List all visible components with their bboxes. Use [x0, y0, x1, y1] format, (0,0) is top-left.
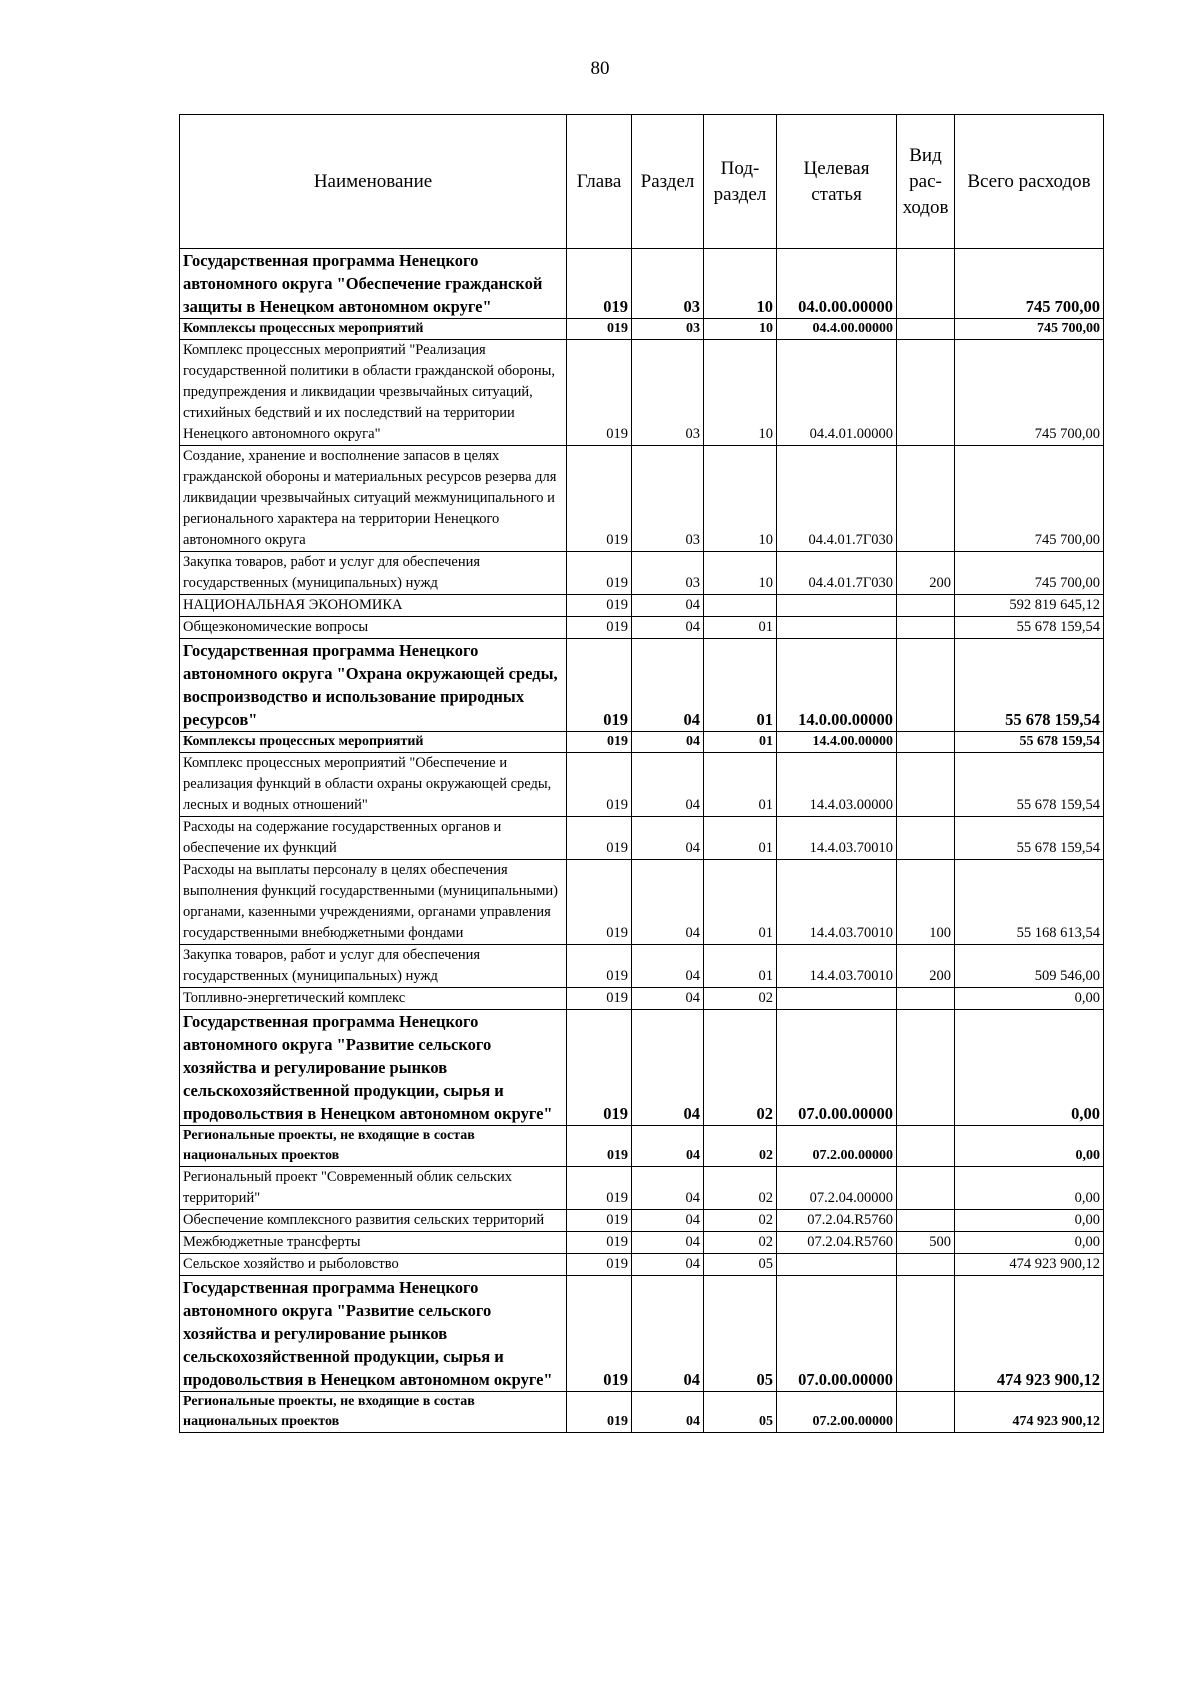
cell-name: Государственная программа Ненецкого автономного округа "Развитие сельского хозяйства и регулирование рынков сельскохозяйственной продукции, сырья и продовольствия в Ненецком автономном округе": [180, 1010, 567, 1126]
cell-podrazdel: 01: [704, 753, 777, 817]
cell-tselevaya: 07.2.04.R5760: [777, 1210, 897, 1232]
cell-tselevaya: 14.4.03.70010: [777, 860, 897, 945]
cell-glava: 019: [567, 1392, 632, 1433]
cell-tselevaya: 04.0.00.00000: [777, 249, 897, 319]
cell-razdel: 04: [632, 1232, 704, 1254]
cell-razdel: 04: [632, 732, 704, 753]
col-header-tselevaya: Целевая статья: [777, 115, 897, 249]
cell-vid: [897, 817, 955, 860]
cell-glava: 019: [567, 1210, 632, 1232]
cell-vid: 200: [897, 945, 955, 988]
page-number: 80: [590, 58, 610, 79]
cell-glava: 019: [567, 988, 632, 1010]
cell-glava: 019: [567, 340, 632, 446]
cell-tselevaya: 14.4.00.00000: [777, 732, 897, 753]
cell-podrazdel: 02: [704, 988, 777, 1010]
cell-vid: [897, 1010, 955, 1126]
table-row: [180, 1010, 1104, 1126]
cell-name: Государственная программа Ненецкого автономного округа "Развитие сельского хозяйства и регулирование рынков сельскохозяйственной продукции, сырья и продовольствия в Ненецком автономном округе": [180, 1276, 567, 1392]
cell-vsego: 474 923 900,12: [955, 1392, 1104, 1433]
cell-vsego: 474 923 900,12: [955, 1276, 1104, 1392]
cell-tselevaya: [777, 595, 897, 617]
cell-tselevaya: 07.2.00.00000: [777, 1126, 897, 1167]
cell-vid: [897, 753, 955, 817]
cell-vsego: 0,00: [955, 1210, 1104, 1232]
cell-name: Расходы на содержание государственных органов и обеспечение их функций: [180, 817, 567, 860]
budget-table: [179, 114, 1104, 1433]
table-row: [180, 319, 1104, 340]
cell-vsego: 592 819 645,12: [955, 595, 1104, 617]
cell-glava: 019: [567, 817, 632, 860]
cell-glava: 019: [567, 860, 632, 945]
table-row: [180, 860, 1104, 945]
cell-vid: 500: [897, 1232, 955, 1254]
cell-tselevaya: 14.4.03.00000: [777, 753, 897, 817]
cell-name: Комплексы процессных мероприятий: [180, 319, 567, 340]
cell-razdel: 03: [632, 340, 704, 446]
table-row: [180, 817, 1104, 860]
cell-name: Комплексы процессных мероприятий: [180, 732, 567, 753]
table-row: [180, 639, 1104, 732]
cell-name: Комплекс процессных мероприятий "Реализация государственной политики в области гражданской обороны, предупреждения и ликвидации чрезвычайных ситуаций, стихийных бедствий и их последствий на территории Ненецкого автономного округа": [180, 340, 567, 446]
cell-vsego: 55 678 159,54: [955, 617, 1104, 639]
cell-vid: [897, 1167, 955, 1210]
table-row: [180, 732, 1104, 753]
cell-tselevaya: 07.0.00.00000: [777, 1276, 897, 1392]
cell-podrazdel: 02: [704, 1167, 777, 1210]
cell-razdel: 03: [632, 249, 704, 319]
cell-razdel: 04: [632, 988, 704, 1010]
cell-vsego: 55 678 159,54: [955, 639, 1104, 732]
cell-vsego: 745 700,00: [955, 319, 1104, 340]
cell-name: Обеспечение комплексного развития сельских территорий: [180, 1210, 567, 1232]
cell-vid: [897, 446, 955, 552]
cell-name: Комплекс процессных мероприятий "Обеспечение и реализация функций в области охраны окружающей среды, лесных и водных отношений": [180, 753, 567, 817]
cell-vsego: 0,00: [955, 1167, 1104, 1210]
cell-razdel: 04: [632, 1126, 704, 1167]
cell-vid: [897, 340, 955, 446]
cell-podrazdel: 10: [704, 340, 777, 446]
cell-tselevaya: 07.2.04.R5760: [777, 1232, 897, 1254]
cell-vsego: 55 678 159,54: [955, 817, 1104, 860]
cell-razdel: 03: [632, 319, 704, 340]
cell-razdel: 04: [632, 860, 704, 945]
cell-vid: [897, 1392, 955, 1433]
cell-vid: [897, 1276, 955, 1392]
cell-podrazdel: 02: [704, 1232, 777, 1254]
cell-podrazdel: 10: [704, 249, 777, 319]
cell-name: НАЦИОНАЛЬНАЯ ЭКОНОМИКА: [180, 595, 567, 617]
cell-razdel: 04: [632, 1010, 704, 1126]
cell-razdel: 04: [632, 1167, 704, 1210]
table-row: [180, 1254, 1104, 1276]
cell-vsego: 474 923 900,12: [955, 1254, 1104, 1276]
table-row: [180, 988, 1104, 1010]
cell-vsego: 745 700,00: [955, 552, 1104, 595]
cell-podrazdel: 10: [704, 319, 777, 340]
col-header-glava: Глава: [567, 115, 632, 249]
cell-vsego: 0,00: [955, 1010, 1104, 1126]
cell-podrazdel: 05: [704, 1254, 777, 1276]
cell-name: Государственная программа Ненецкого автономного округа "Охрана окружающей среды, воспроизводство и использование природных ресурсов": [180, 639, 567, 732]
cell-podrazdel: 10: [704, 552, 777, 595]
cell-vsego: 745 700,00: [955, 340, 1104, 446]
cell-vsego: 0,00: [955, 1126, 1104, 1167]
cell-vid: [897, 319, 955, 340]
table-row: [180, 595, 1104, 617]
table-row: [180, 249, 1104, 319]
cell-vsego: 745 700,00: [955, 446, 1104, 552]
cell-podrazdel: 01: [704, 732, 777, 753]
table-row: [180, 552, 1104, 595]
cell-glava: 019: [567, 945, 632, 988]
cell-tselevaya: 07.2.00.00000: [777, 1392, 897, 1433]
cell-vsego: 55 168 613,54: [955, 860, 1104, 945]
cell-podrazdel: 01: [704, 860, 777, 945]
table-row: [180, 753, 1104, 817]
cell-razdel: 04: [632, 595, 704, 617]
table-row: [180, 446, 1104, 552]
cell-name: Закупка товаров, работ и услуг для обеспечения государственных (муниципальных) нужд: [180, 552, 567, 595]
cell-tselevaya: [777, 617, 897, 639]
cell-vid: [897, 1126, 955, 1167]
cell-razdel: 04: [632, 1392, 704, 1433]
table-row: [180, 1126, 1104, 1167]
cell-podrazdel: 01: [704, 945, 777, 988]
cell-name: Региональные проекты, не входящие в состав национальных проектов: [180, 1392, 567, 1433]
col-header-vid: Вид рас- ходов: [897, 115, 955, 249]
cell-podrazdel: 05: [704, 1392, 777, 1433]
table-row: [180, 617, 1104, 639]
cell-glava: 019: [567, 595, 632, 617]
cell-vid: [897, 1210, 955, 1232]
cell-podrazdel: 10: [704, 446, 777, 552]
cell-glava: 019: [567, 732, 632, 753]
cell-vid: [897, 988, 955, 1010]
col-header-razdel: Раздел: [632, 115, 704, 249]
header-row: [180, 115, 1104, 249]
table-row: [180, 340, 1104, 446]
cell-tselevaya: [777, 1254, 897, 1276]
cell-vsego: 509 546,00: [955, 945, 1104, 988]
cell-razdel: 03: [632, 552, 704, 595]
cell-vsego: 55 678 159,54: [955, 753, 1104, 817]
cell-glava: 019: [567, 1010, 632, 1126]
cell-razdel: 04: [632, 945, 704, 988]
cell-razdel: 03: [632, 446, 704, 552]
table-row: [180, 1210, 1104, 1232]
cell-name: Топливно-энергетический комплекс: [180, 988, 567, 1010]
cell-vid: [897, 732, 955, 753]
table-row: [180, 1167, 1104, 1210]
cell-vid: 200: [897, 552, 955, 595]
cell-podrazdel: 05: [704, 1276, 777, 1392]
cell-glava: 019: [567, 249, 632, 319]
cell-tselevaya: 07.0.00.00000: [777, 1010, 897, 1126]
cell-vid: [897, 639, 955, 732]
cell-podrazdel: 01: [704, 817, 777, 860]
cell-name: Расходы на выплаты персоналу в целях обеспечения выполнения функций государственными (муниципальными) органами, казенными учреждениями, органами управления государственными внебюджетными фондами: [180, 860, 567, 945]
col-header-podrazdel: Под- раздел: [704, 115, 777, 249]
cell-glava: 019: [567, 1232, 632, 1254]
cell-glava: 019: [567, 1167, 632, 1210]
col-header-name: Наименование: [180, 115, 567, 249]
cell-glava: 019: [567, 753, 632, 817]
cell-name: Государственная программа Ненецкого автономного округа "Обеспечение гражданской защиты в Ненецком автономном округе": [180, 249, 567, 319]
cell-razdel: 04: [632, 639, 704, 732]
cell-tselevaya: 07.2.04.00000: [777, 1167, 897, 1210]
cell-name: Сельское хозяйство и рыболовство: [180, 1254, 567, 1276]
cell-vid: [897, 249, 955, 319]
cell-vsego: 0,00: [955, 1232, 1104, 1254]
cell-tselevaya: 14.4.03.70010: [777, 945, 897, 988]
cell-vsego: 745 700,00: [955, 249, 1104, 319]
cell-vsego: 55 678 159,54: [955, 732, 1104, 753]
cell-vid: [897, 595, 955, 617]
cell-glava: 019: [567, 446, 632, 552]
cell-name: Закупка товаров, работ и услуг для обеспечения государственных (муниципальных) нужд: [180, 945, 567, 988]
cell-glava: 019: [567, 1276, 632, 1392]
cell-vid: 100: [897, 860, 955, 945]
cell-vsego: 0,00: [955, 988, 1104, 1010]
cell-podrazdel: 01: [704, 617, 777, 639]
cell-tselevaya: [777, 988, 897, 1010]
cell-razdel: 04: [632, 753, 704, 817]
table-row: [180, 1232, 1104, 1254]
cell-tselevaya: 14.4.03.70010: [777, 817, 897, 860]
table-body: [180, 249, 1104, 1433]
cell-glava: 019: [567, 639, 632, 732]
cell-podrazdel: 02: [704, 1126, 777, 1167]
cell-podrazdel: 02: [704, 1210, 777, 1232]
table-row: [180, 1392, 1104, 1433]
cell-glava: 019: [567, 1254, 632, 1276]
cell-tselevaya: 04.4.01.7Г030: [777, 552, 897, 595]
cell-razdel: 04: [632, 817, 704, 860]
cell-name: Региональный проект "Современный облик сельских территорий": [180, 1167, 567, 1210]
cell-razdel: 04: [632, 1254, 704, 1276]
cell-tselevaya: 04.4.00.00000: [777, 319, 897, 340]
cell-vid: [897, 617, 955, 639]
cell-name: Общеэкономические вопросы: [180, 617, 567, 639]
cell-tselevaya: 04.4.01.7Г030: [777, 446, 897, 552]
cell-tselevaya: 04.4.01.00000: [777, 340, 897, 446]
cell-vid: [897, 1254, 955, 1276]
cell-glava: 019: [567, 552, 632, 595]
cell-podrazdel: [704, 595, 777, 617]
cell-razdel: 04: [632, 1276, 704, 1392]
cell-glava: 019: [567, 319, 632, 340]
col-header-vsego: Всего расходов: [955, 115, 1104, 249]
cell-razdel: 04: [632, 1210, 704, 1232]
table-row: [180, 945, 1104, 988]
cell-podrazdel: 02: [704, 1010, 777, 1126]
cell-tselevaya: 14.0.00.00000: [777, 639, 897, 732]
cell-podrazdel: 01: [704, 639, 777, 732]
cell-razdel: 04: [632, 617, 704, 639]
cell-name: Межбюджетные трансферты: [180, 1232, 567, 1254]
cell-name: Создание, хранение и восполнение запасов в целях гражданской обороны и материальных ресурсов резерва для ликвидации чрезвычайных ситуаций межмуниципального и регионального характера на территории Ненецкого автономного округа: [180, 446, 567, 552]
table-row: [180, 1276, 1104, 1392]
cell-glava: 019: [567, 1126, 632, 1167]
cell-glava: 019: [567, 617, 632, 639]
cell-name: Региональные проекты, не входящие в состав национальных проектов: [180, 1126, 567, 1167]
